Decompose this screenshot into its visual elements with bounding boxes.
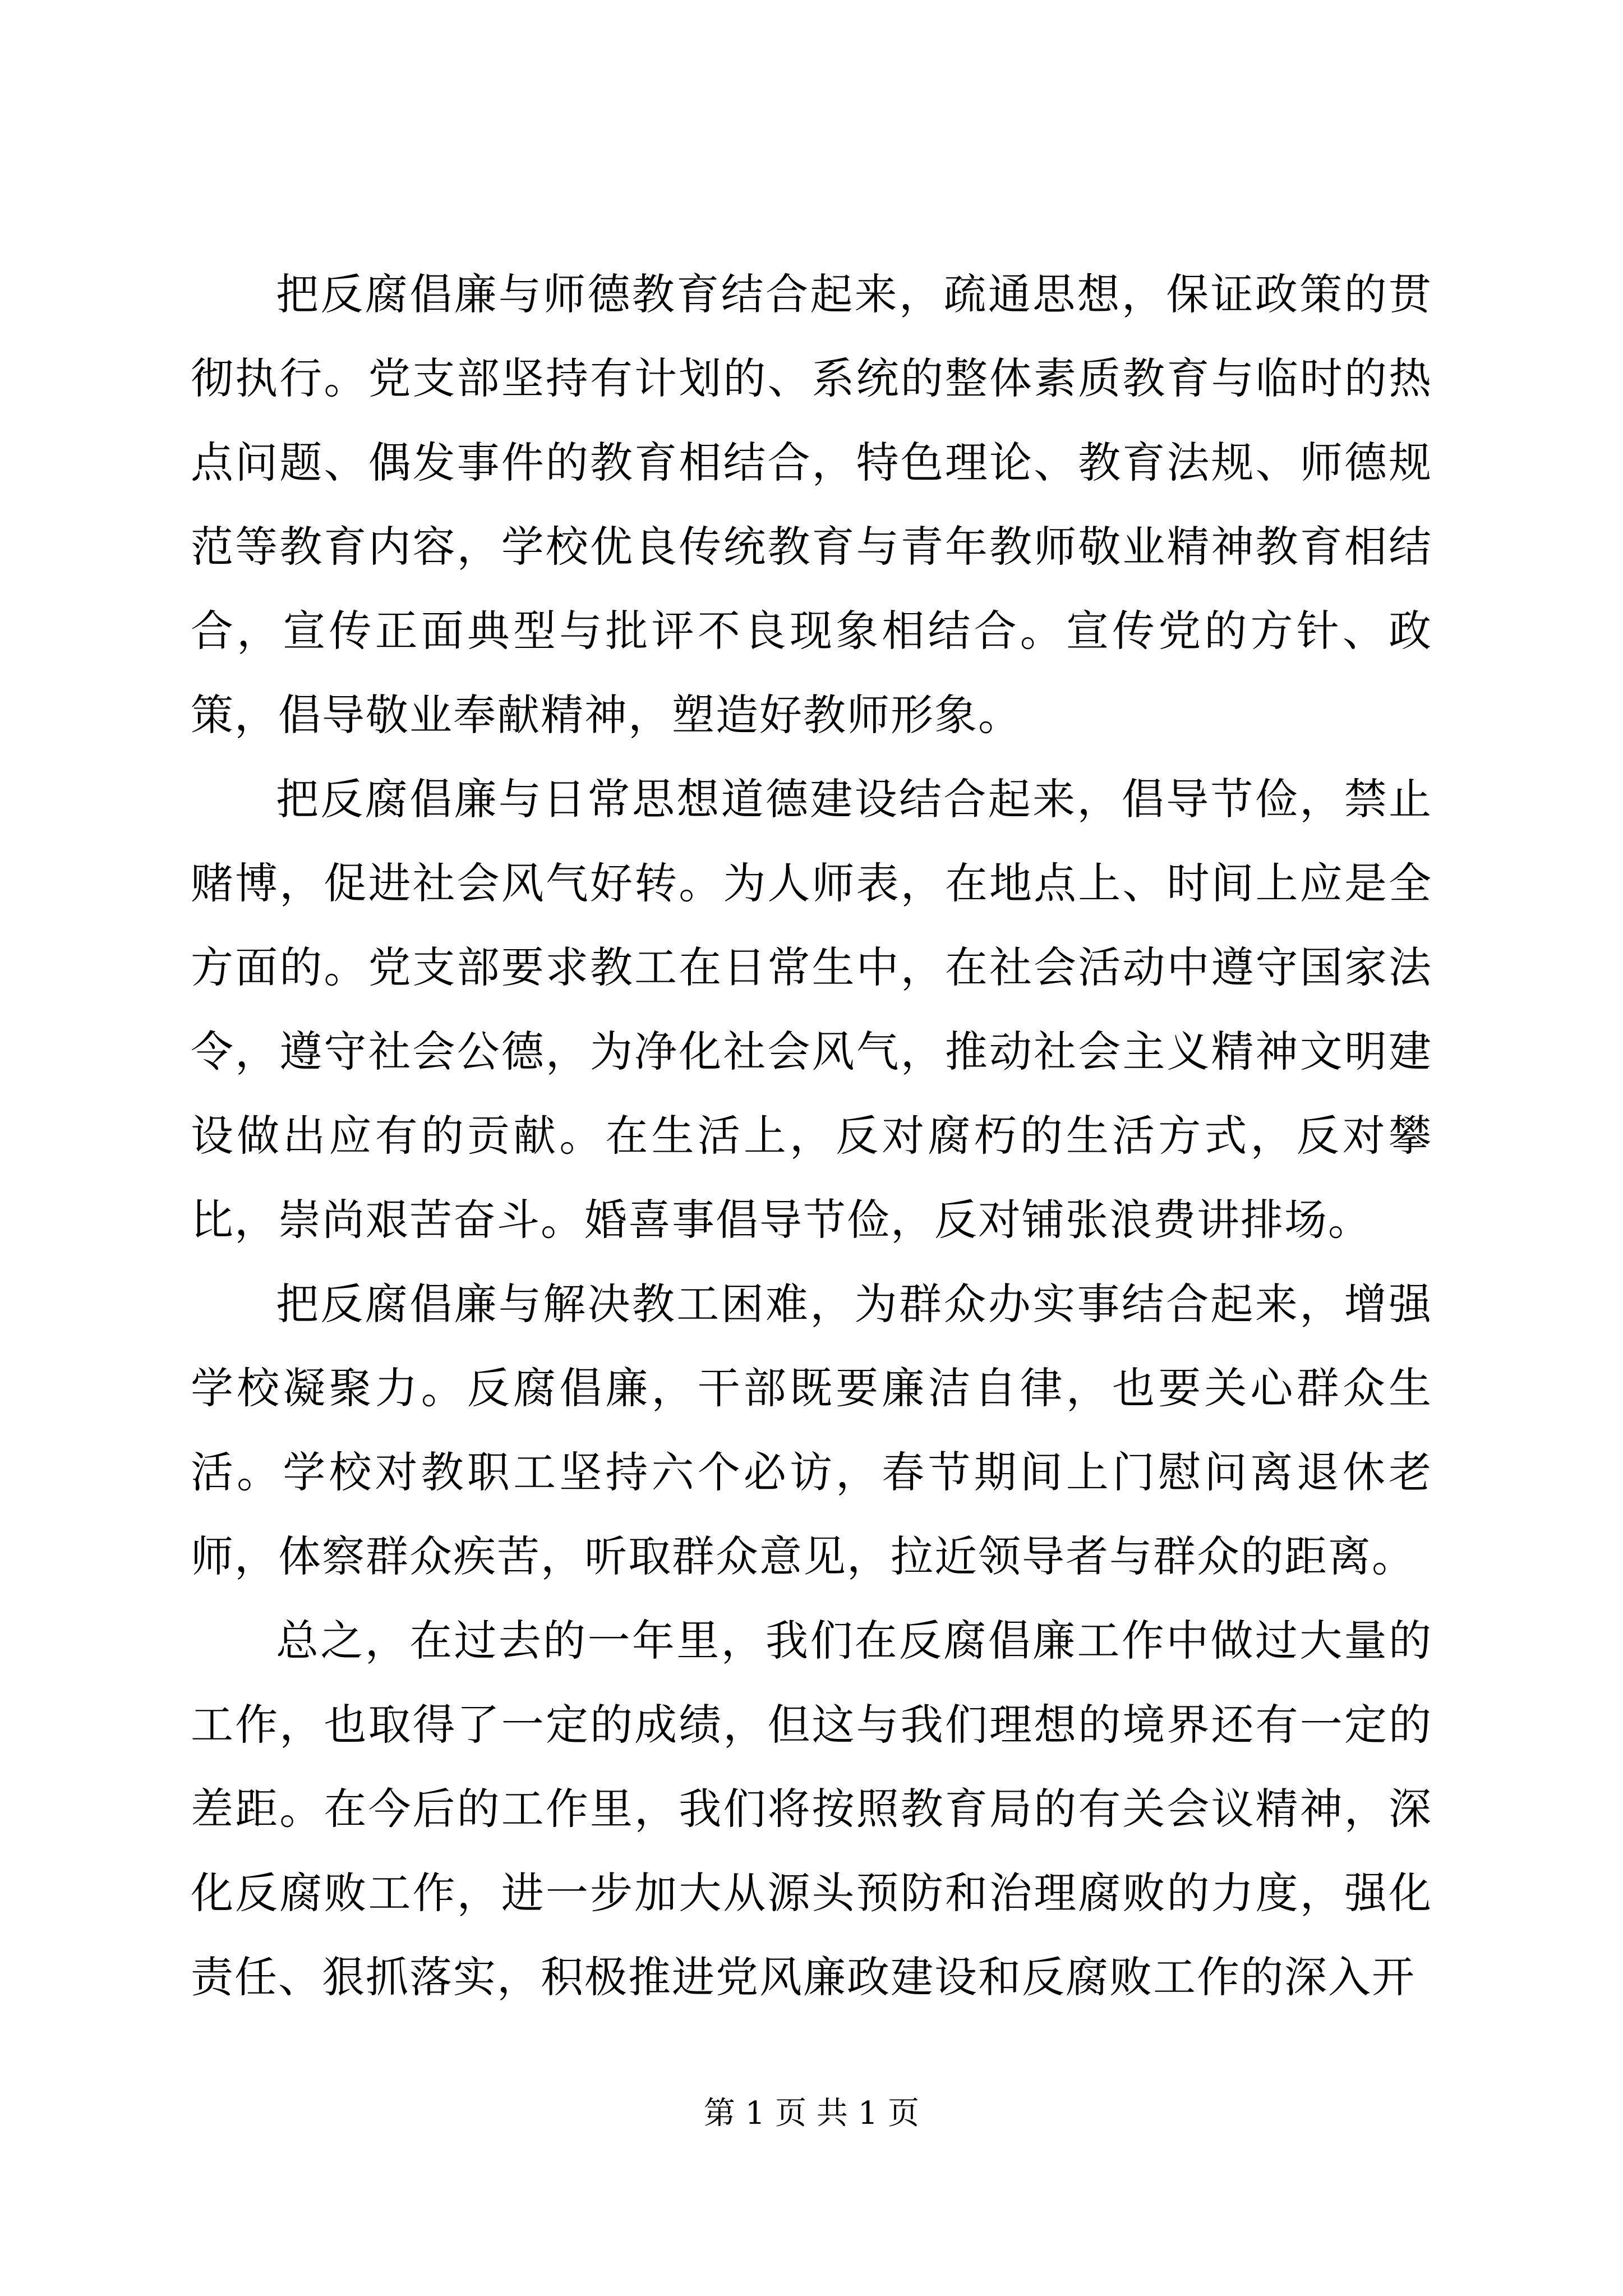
paragraph-summary: 总之，在过去的一年里，我们在反腐倡廉工作中做过大量的工作，也取得了一定的成绩，但这与我们理想的境界还有一定的差距。在今后的工作里，我们将按照教育局的有关会议精神，深化反腐败工作，进一步加大从源头预防和治理腐败的力度，强化责任、狠抓落实，积极推进党风廉政建设和反腐败工作的深入开 — [191, 1616, 1432, 2002]
paragraph-staff-difficulties: 把反腐倡廉与解决教工困难，为群众办实事结合起来，增强学校凝聚力。反腐倡廉，干部既要廉洁自律，也要关心群众生活。学校对教职工坚持六个必访，春节期间上门慰问离退休老师，体察群众疾苦，听取群众意见，拉近领导者与群众的距离。 — [191, 1279, 1432, 1581]
document-body — [191, 252, 1432, 2019]
paragraph-daily-morality: 把反腐倡廉与日常思想道德建设结合起来，倡导节俭，禁止赌博，促进社会风气好转。为人师表，在地点上、时间上应是全方面的。党支部要求教工在日常生中，在社会活动中遵守国家法令，遵守社会公德，为净化社会风气，推动社会主义精神文明建设做出应有的贡献。在生活上，反对腐朽的生活方式，反对攀比，崇尚艰苦奋斗。婚喜事倡导节俭，反对铺张浪费讲排场。 — [191, 774, 1432, 1245]
page-footer: 第 1 页 共 1 页 — [703, 2095, 920, 2132]
paragraph-teacher-ethics: 把反腐倡廉与师德教育结合起来，疏通思想，保证政策的贯彻执行。党支部坚持有计划的、系统的整体素质教育与临时的热点问题、偶发事件的教育相结合，特色理论、教育法规、师德规范等教育内容，学校优良传统教育与青年教师敬业精神教育相结合，宣传正面典型与批评不良现象相结合。宣传党的方针、政策，倡导敬业奉献精神，塑造好教师形象。 — [191, 269, 1432, 740]
